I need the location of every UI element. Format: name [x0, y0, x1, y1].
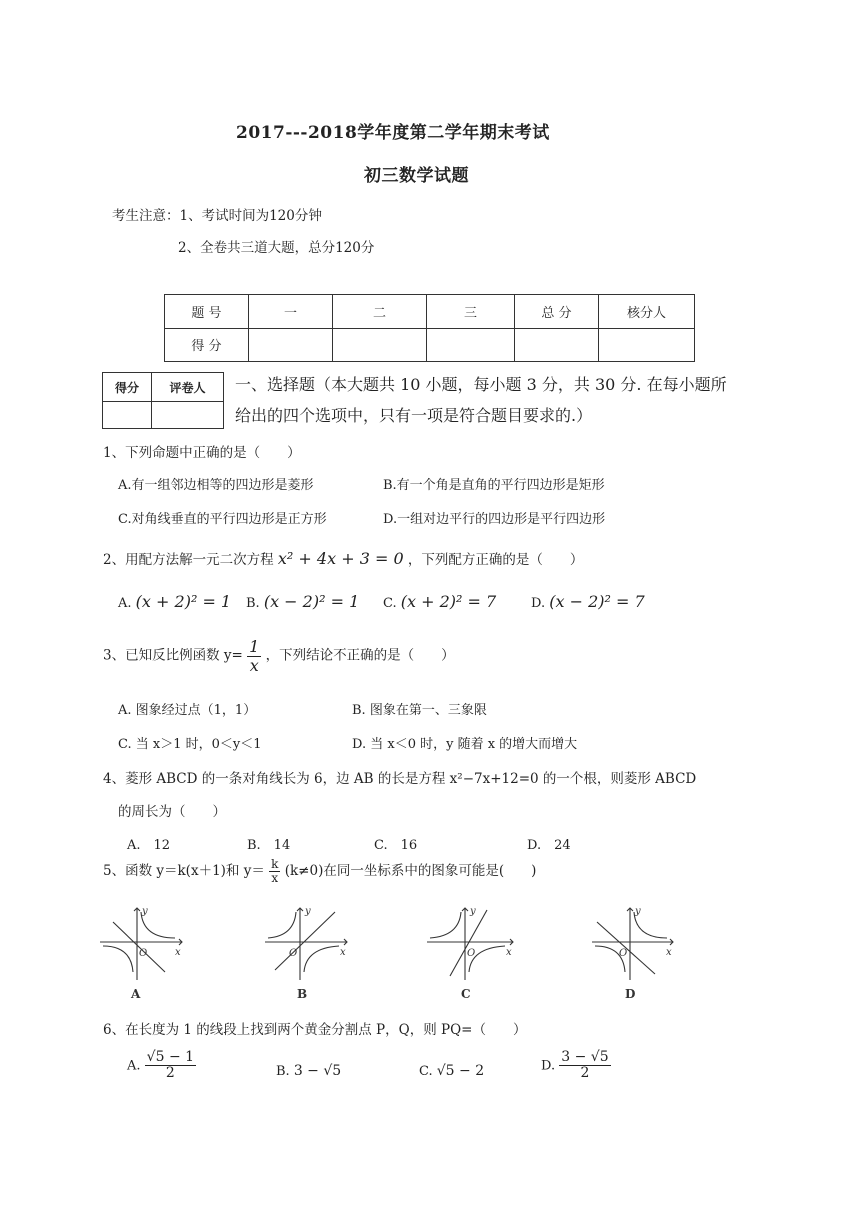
q2-stem-pre: 2、用配方法解一元二次方程	[103, 552, 274, 568]
score-header-part3: 三	[427, 295, 515, 329]
grader-score-cell[interactable]	[103, 402, 152, 429]
q5-graph-c[interactable]	[427, 908, 513, 980]
q5-stem	[103, 858, 536, 885]
q5-d-axis-x: x	[666, 947, 672, 958]
q5-d-axis-y: y	[635, 906, 641, 917]
q5-graphs	[95, 900, 675, 1005]
score-header-checker: 核分人	[599, 295, 695, 329]
q5-a-axis-x: x	[175, 947, 181, 958]
score-cell[interactable]	[427, 328, 515, 362]
q4-stem-line2: 的周长为（ ）	[118, 804, 226, 820]
q6-option-c-label: C.	[419, 1064, 433, 1079]
q6-option-d-label: D.	[541, 1058, 556, 1074]
q6-option-b-label: B.	[276, 1064, 290, 1079]
q5-label-b: B	[297, 987, 308, 1001]
q5-c-origin: O	[467, 948, 476, 959]
q2-option-d-expr: (x − 2)² = 7	[549, 592, 645, 611]
q3-fraction	[247, 638, 261, 674]
q6-option-c-expr: √5 − 2	[436, 1063, 485, 1079]
score-header-total: 总 分	[515, 295, 599, 329]
q5-b-axis-y: y	[305, 906, 311, 917]
q2-stem	[103, 548, 583, 568]
score-cell[interactable]	[515, 328, 599, 362]
q2-option-a	[118, 592, 231, 611]
q6-option-d-frac	[559, 1050, 610, 1082]
q1-option-b: B.有一个角是直角的平行四边形是矩形	[383, 478, 605, 493]
q6-option-a-num: √5 − 1	[146, 1049, 195, 1065]
q5-fraction	[269, 858, 280, 885]
note-total: 2、全卷共三道大题，总分120分	[178, 240, 375, 256]
q2-option-b-label: B.	[246, 596, 260, 611]
q4-option-a: A. 12	[127, 838, 171, 853]
q6-option-a-frac	[145, 1050, 196, 1082]
q3-option-b: B. 图象在第一、三象限	[352, 703, 487, 718]
q6-option-a-den: 2	[165, 1065, 175, 1082]
q6-option-d	[541, 1050, 611, 1082]
section1-line1: 一、选择题（本大题共 10 小题，每小题 3 分，共 30 分. 在每小题所	[235, 375, 727, 394]
q3-stem-pre: 3、已知反比例函数 y=	[103, 647, 243, 664]
q3-stem-post: ，下列结论不正确的是（ ）	[265, 647, 455, 664]
score-header-part2: 二	[333, 295, 427, 329]
q5-frac-den: x	[271, 871, 279, 886]
q5-stem-post: (k≠0)在同一坐标系中的图象可能是( )	[284, 863, 537, 880]
q1-option-d: D.一组对边平行的四边形是平行四边形	[383, 512, 606, 527]
q6-option-a-label: A.	[127, 1058, 141, 1074]
q2-option-c-expr: (x + 2)² = 7	[400, 592, 497, 611]
q2-option-a-expr: (x + 2)² = 1	[135, 592, 232, 611]
q2-option-a-label: A.	[118, 596, 132, 611]
score-cell[interactable]	[249, 328, 333, 362]
q5-label-c: C	[461, 987, 471, 1001]
q1-option-a: A.有一组邻边相等的四边形是菱形	[118, 478, 314, 493]
q5-c-axis-x: x	[506, 947, 512, 958]
score-header-label: 题 号	[165, 295, 249, 329]
q6-option-d-num: 3 − √5	[561, 1049, 609, 1065]
q3-frac-num: 1	[249, 637, 260, 656]
q3-stem	[103, 638, 455, 674]
q2-stem-post: ，下列配方正确的是（ ）	[407, 552, 584, 568]
q5-graph-a[interactable]	[100, 908, 182, 980]
q2-option-c-label: C.	[383, 596, 397, 611]
grader-name-cell[interactable]	[152, 402, 224, 429]
section1-line2: 给出的四个选项中，只有一项是符合题目要求的.）	[235, 406, 593, 425]
q6-stem: 6、在长度为 1 的线段上找到两个黄金分割点 P，Q，则 PQ=（ ）	[103, 1022, 527, 1038]
score-table	[164, 294, 695, 362]
q5-graph-b[interactable]	[265, 908, 347, 980]
q6-option-b	[276, 1063, 341, 1079]
q6-option-a	[127, 1050, 196, 1082]
exam-title: 2017---2018学年度第二学年期末考试	[236, 123, 550, 143]
q4-option-c: C. 16	[374, 838, 418, 853]
note-time: 考生注意：1、考试时间为120分钟	[112, 208, 322, 224]
q5-graph-d[interactable]	[592, 908, 673, 980]
q2-option-c	[383, 592, 496, 611]
q3-option-a: A. 图象经过点（1，1）	[118, 703, 257, 718]
q4-stem-line1: 4、菱形 ABCD 的一条对角线长为 6，边 AB 的长是方程 x²−7x+12=0 的一个根，则菱形 ABCD	[103, 771, 697, 787]
q5-c-axis-y: y	[470, 906, 476, 917]
exam-subtitle: 初三数学试题	[364, 166, 469, 186]
q3-frac-den: x	[249, 655, 259, 675]
q5-b-origin: O	[289, 948, 298, 959]
q2-option-d	[531, 592, 645, 611]
q6-option-d-den: 2	[580, 1065, 590, 1082]
q2-option-b-expr: (x − 2)² = 1	[263, 592, 360, 611]
q5-label-d: D	[625, 987, 636, 1001]
grader-table	[102, 372, 224, 429]
grader-score-label: 得分	[103, 373, 152, 402]
q1-option-c: C.对角线垂直的平行四边形是正方形	[118, 512, 327, 527]
q1-stem: 1、下列命题中正确的是（ ）	[103, 445, 301, 461]
q5-b-axis-x: x	[340, 947, 346, 958]
score-header-part1: 一	[249, 295, 333, 329]
q5-d-origin: O	[619, 948, 628, 959]
q5-label-a: A	[131, 987, 141, 1001]
q5-a-origin: O	[139, 948, 148, 959]
q3-option-d: D. 当 x＜0 时，y 随着 x 的增大而增大	[352, 737, 578, 752]
q2-equation: x² + 4x + 3 = 0	[277, 549, 404, 568]
q6-option-c	[419, 1063, 484, 1079]
q2-option-d-label: D.	[531, 596, 546, 611]
q4-option-d: D. 24	[527, 838, 571, 853]
q5-stem-pre: 5、函数 y＝k(x＋1)和 y＝	[103, 863, 265, 880]
q3-option-c: C. 当 x＞1 时，0＜y＜1	[118, 737, 262, 752]
grader-name-label: 评卷人	[152, 373, 224, 402]
q5-frac-num: k	[271, 857, 279, 871]
q4-option-b: B. 14	[247, 838, 291, 853]
score-row-label: 得 分	[165, 328, 249, 362]
score-cell[interactable]	[599, 328, 695, 362]
q2-option-b	[246, 592, 359, 611]
q6-option-b-expr: 3 − √5	[293, 1063, 342, 1079]
score-cell[interactable]	[333, 328, 427, 362]
q5-a-axis-y: y	[142, 906, 148, 917]
